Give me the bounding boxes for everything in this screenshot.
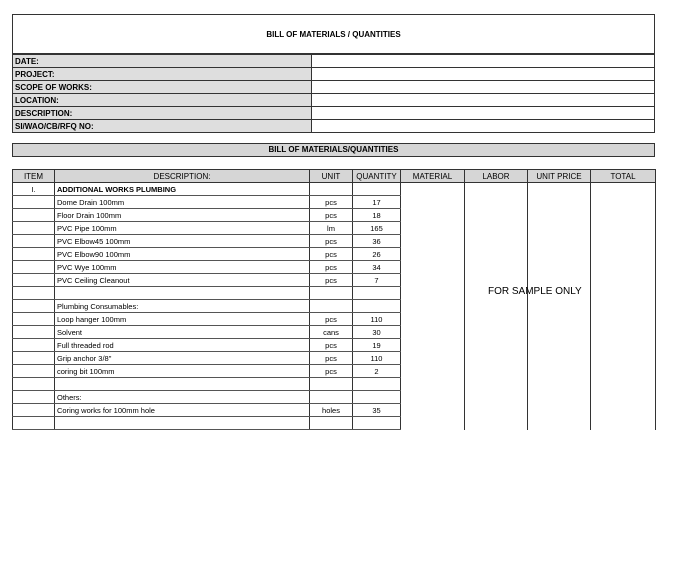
cell-unit: holes [310,404,353,417]
cell-empty [591,378,656,391]
cell-description: PVC Ceiling Cleanout [55,274,310,287]
cell-empty [591,339,656,352]
cell-empty [465,222,528,235]
document-title-box [12,14,655,54]
cell-empty [465,352,528,365]
cell-unit: cans [310,326,353,339]
cell-empty [401,300,465,313]
cell-item [13,313,55,326]
info-label: PROJECT: [13,68,312,81]
table-row [13,326,656,339]
table-row [13,248,656,261]
cell-description: PVC Wye 100mm [55,261,310,274]
cell-empty [591,365,656,378]
column-header: TOTAL [591,170,656,183]
info-value-field[interactable] [312,68,655,81]
cell-empty [401,287,465,300]
table-row [13,417,656,430]
cell-empty [401,261,465,274]
cell-empty [465,313,528,326]
cell-item [13,196,55,209]
cell-empty [528,183,591,196]
cell-empty [591,391,656,404]
cell-description: PVC Elbow45 100mm [55,235,310,248]
cell-description: ADDITIONAL WORKS PLUMBING [55,183,310,196]
info-label: SCOPE OF WORKS: [13,81,312,94]
cell-empty [401,183,465,196]
cell-quantity [353,300,401,313]
cell-empty [591,222,656,235]
cell-empty [528,404,591,417]
cell-quantity: 7 [353,274,401,287]
cell-quantity [353,287,401,300]
cell-item: I. [13,183,55,196]
cell-unit [310,287,353,300]
cell-empty [591,209,656,222]
cell-description: Dome Drain 100mm [55,196,310,209]
cell-description: Plumbing Consumables: [55,300,310,313]
cell-empty [591,300,656,313]
cell-item [13,300,55,313]
cell-empty [591,352,656,365]
cell-empty [528,313,591,326]
cell-empty [528,196,591,209]
cell-quantity: 30 [353,326,401,339]
cell-empty [465,404,528,417]
cell-description: coring bit 100mm [55,365,310,378]
cell-item [13,274,55,287]
cell-empty [465,339,528,352]
cell-empty [465,365,528,378]
column-header: ITEM [13,170,55,183]
project-info-table [12,54,655,133]
cell-item [13,352,55,365]
info-label: DATE: [13,55,312,68]
cell-empty [465,378,528,391]
cell-empty [401,209,465,222]
cell-empty [591,183,656,196]
info-label: SI/WAO/CB/RFQ NO: [13,120,312,133]
cell-empty [465,196,528,209]
cell-quantity [353,183,401,196]
cell-unit: lm [310,222,353,235]
cell-description: Loop hanger 100mm [55,313,310,326]
cell-empty [591,404,656,417]
cell-item [13,235,55,248]
cell-unit: pcs [310,261,353,274]
cell-quantity [353,417,401,430]
cell-quantity [353,378,401,391]
cell-empty [528,417,591,430]
cell-unit [310,378,353,391]
cell-empty [591,326,656,339]
cell-empty [528,222,591,235]
column-header: UNIT PRICE [528,170,591,183]
table-row [13,222,656,235]
table-row [13,313,656,326]
cell-empty [591,261,656,274]
cell-quantity: 17 [353,196,401,209]
cell-quantity: 35 [353,404,401,417]
cell-empty [401,365,465,378]
cell-description: Full threaded rod [55,339,310,352]
cell-empty [591,417,656,430]
cell-empty [401,222,465,235]
cell-description: PVC Pipe 100mm [55,222,310,235]
cell-empty [401,417,465,430]
info-row [13,94,655,107]
cell-unit: pcs [310,235,353,248]
document-title: BILL OF MATERIALS / QUANTITIES [266,30,401,39]
cell-empty [591,248,656,261]
cell-description: Others: [55,391,310,404]
cell-item [13,326,55,339]
cell-empty [528,300,591,313]
cell-empty [528,235,591,248]
column-header: LABOR [465,170,528,183]
cell-empty [401,339,465,352]
info-label: DESCRIPTION: [13,107,312,120]
column-header: QUANTITY [353,170,401,183]
table-row [13,209,656,222]
cell-quantity: 2 [353,365,401,378]
cell-empty [528,365,591,378]
cell-empty [465,248,528,261]
table-row [13,196,656,209]
cell-empty [528,274,591,287]
table-row [13,235,656,248]
cell-empty [401,235,465,248]
cell-item [13,378,55,391]
table-row [13,365,656,378]
cell-quantity: 18 [353,209,401,222]
cell-empty [465,274,528,287]
cell-empty [465,183,528,196]
cell-quantity: 110 [353,313,401,326]
section-title: BILL OF MATERIALS/QUANTITIES [12,143,655,157]
table-row [13,352,656,365]
cell-empty [465,326,528,339]
cell-description [55,378,310,391]
cell-unit: pcs [310,352,353,365]
cell-empty [528,339,591,352]
info-row [13,81,655,94]
cell-item [13,391,55,404]
cell-description: PVC Elbow90 100mm [55,248,310,261]
cell-unit: pcs [310,248,353,261]
cell-unit: pcs [310,339,353,352]
cell-quantity: 19 [353,339,401,352]
cell-item [13,417,55,430]
cell-empty [401,352,465,365]
cell-empty [401,391,465,404]
cell-empty [528,352,591,365]
cell-empty [401,404,465,417]
cell-item [13,287,55,300]
cell-description [55,287,310,300]
info-row [13,107,655,120]
cell-unit [310,183,353,196]
cell-quantity: 165 [353,222,401,235]
info-value-field[interactable] [312,55,655,68]
cell-quantity: 26 [353,248,401,261]
cell-empty [401,378,465,391]
cell-empty [591,287,656,300]
info-value-field[interactable] [312,94,655,107]
bill-of-materials-table [12,169,656,430]
table-row [13,378,656,391]
table-row [13,274,656,287]
cell-quantity [353,391,401,404]
table-row [13,391,656,404]
cell-unit: pcs [310,313,353,326]
cell-empty [528,391,591,404]
cell-quantity: 36 [353,235,401,248]
table-row [13,261,656,274]
cell-unit [310,300,353,313]
cell-empty [401,248,465,261]
cell-item [13,261,55,274]
cell-description: Coring works for 100mm hole [55,404,310,417]
sample-watermark: FOR SAMPLE ONLY [488,286,582,297]
info-label: LOCATION: [13,94,312,107]
table-row [13,339,656,352]
info-value-field[interactable] [312,107,655,120]
cell-empty [465,261,528,274]
cell-unit [310,391,353,404]
cell-empty [528,261,591,274]
cell-item [13,365,55,378]
cell-item [13,222,55,235]
cell-quantity: 34 [353,261,401,274]
cell-unit: pcs [310,209,353,222]
column-header: UNIT [310,170,353,183]
cell-empty [401,313,465,326]
info-row [13,120,655,133]
cell-empty [465,209,528,222]
cell-empty [591,274,656,287]
cell-empty [528,378,591,391]
cell-unit [310,417,353,430]
cell-empty [401,274,465,287]
cell-item [13,404,55,417]
cell-quantity: 110 [353,352,401,365]
column-header: MATERIAL [401,170,465,183]
cell-empty [528,209,591,222]
cell-empty [465,391,528,404]
info-value-field[interactable] [312,81,655,94]
cell-unit: pcs [310,365,353,378]
cell-empty [591,196,656,209]
cell-empty [465,417,528,430]
cell-description: Floor Drain 100mm [55,209,310,222]
cell-empty [401,196,465,209]
info-value-field[interactable] [312,120,655,133]
cell-empty [528,326,591,339]
cell-item [13,248,55,261]
table-row [13,404,656,417]
cell-unit: pcs [310,274,353,287]
cell-empty [591,313,656,326]
info-row [13,55,655,68]
cell-unit: pcs [310,196,353,209]
cell-empty [465,235,528,248]
table-row [13,300,656,313]
cell-empty [465,300,528,313]
cell-empty [591,235,656,248]
cell-description: Grip anchor 3/8" [55,352,310,365]
cell-empty [528,248,591,261]
cell-description [55,417,310,430]
cell-description: Solvent [55,326,310,339]
cell-item [13,339,55,352]
table-row [13,183,656,196]
info-row [13,68,655,81]
column-header: DESCRIPTION: [55,170,310,183]
cell-item [13,209,55,222]
cell-empty [401,326,465,339]
table-header-row [13,170,656,183]
